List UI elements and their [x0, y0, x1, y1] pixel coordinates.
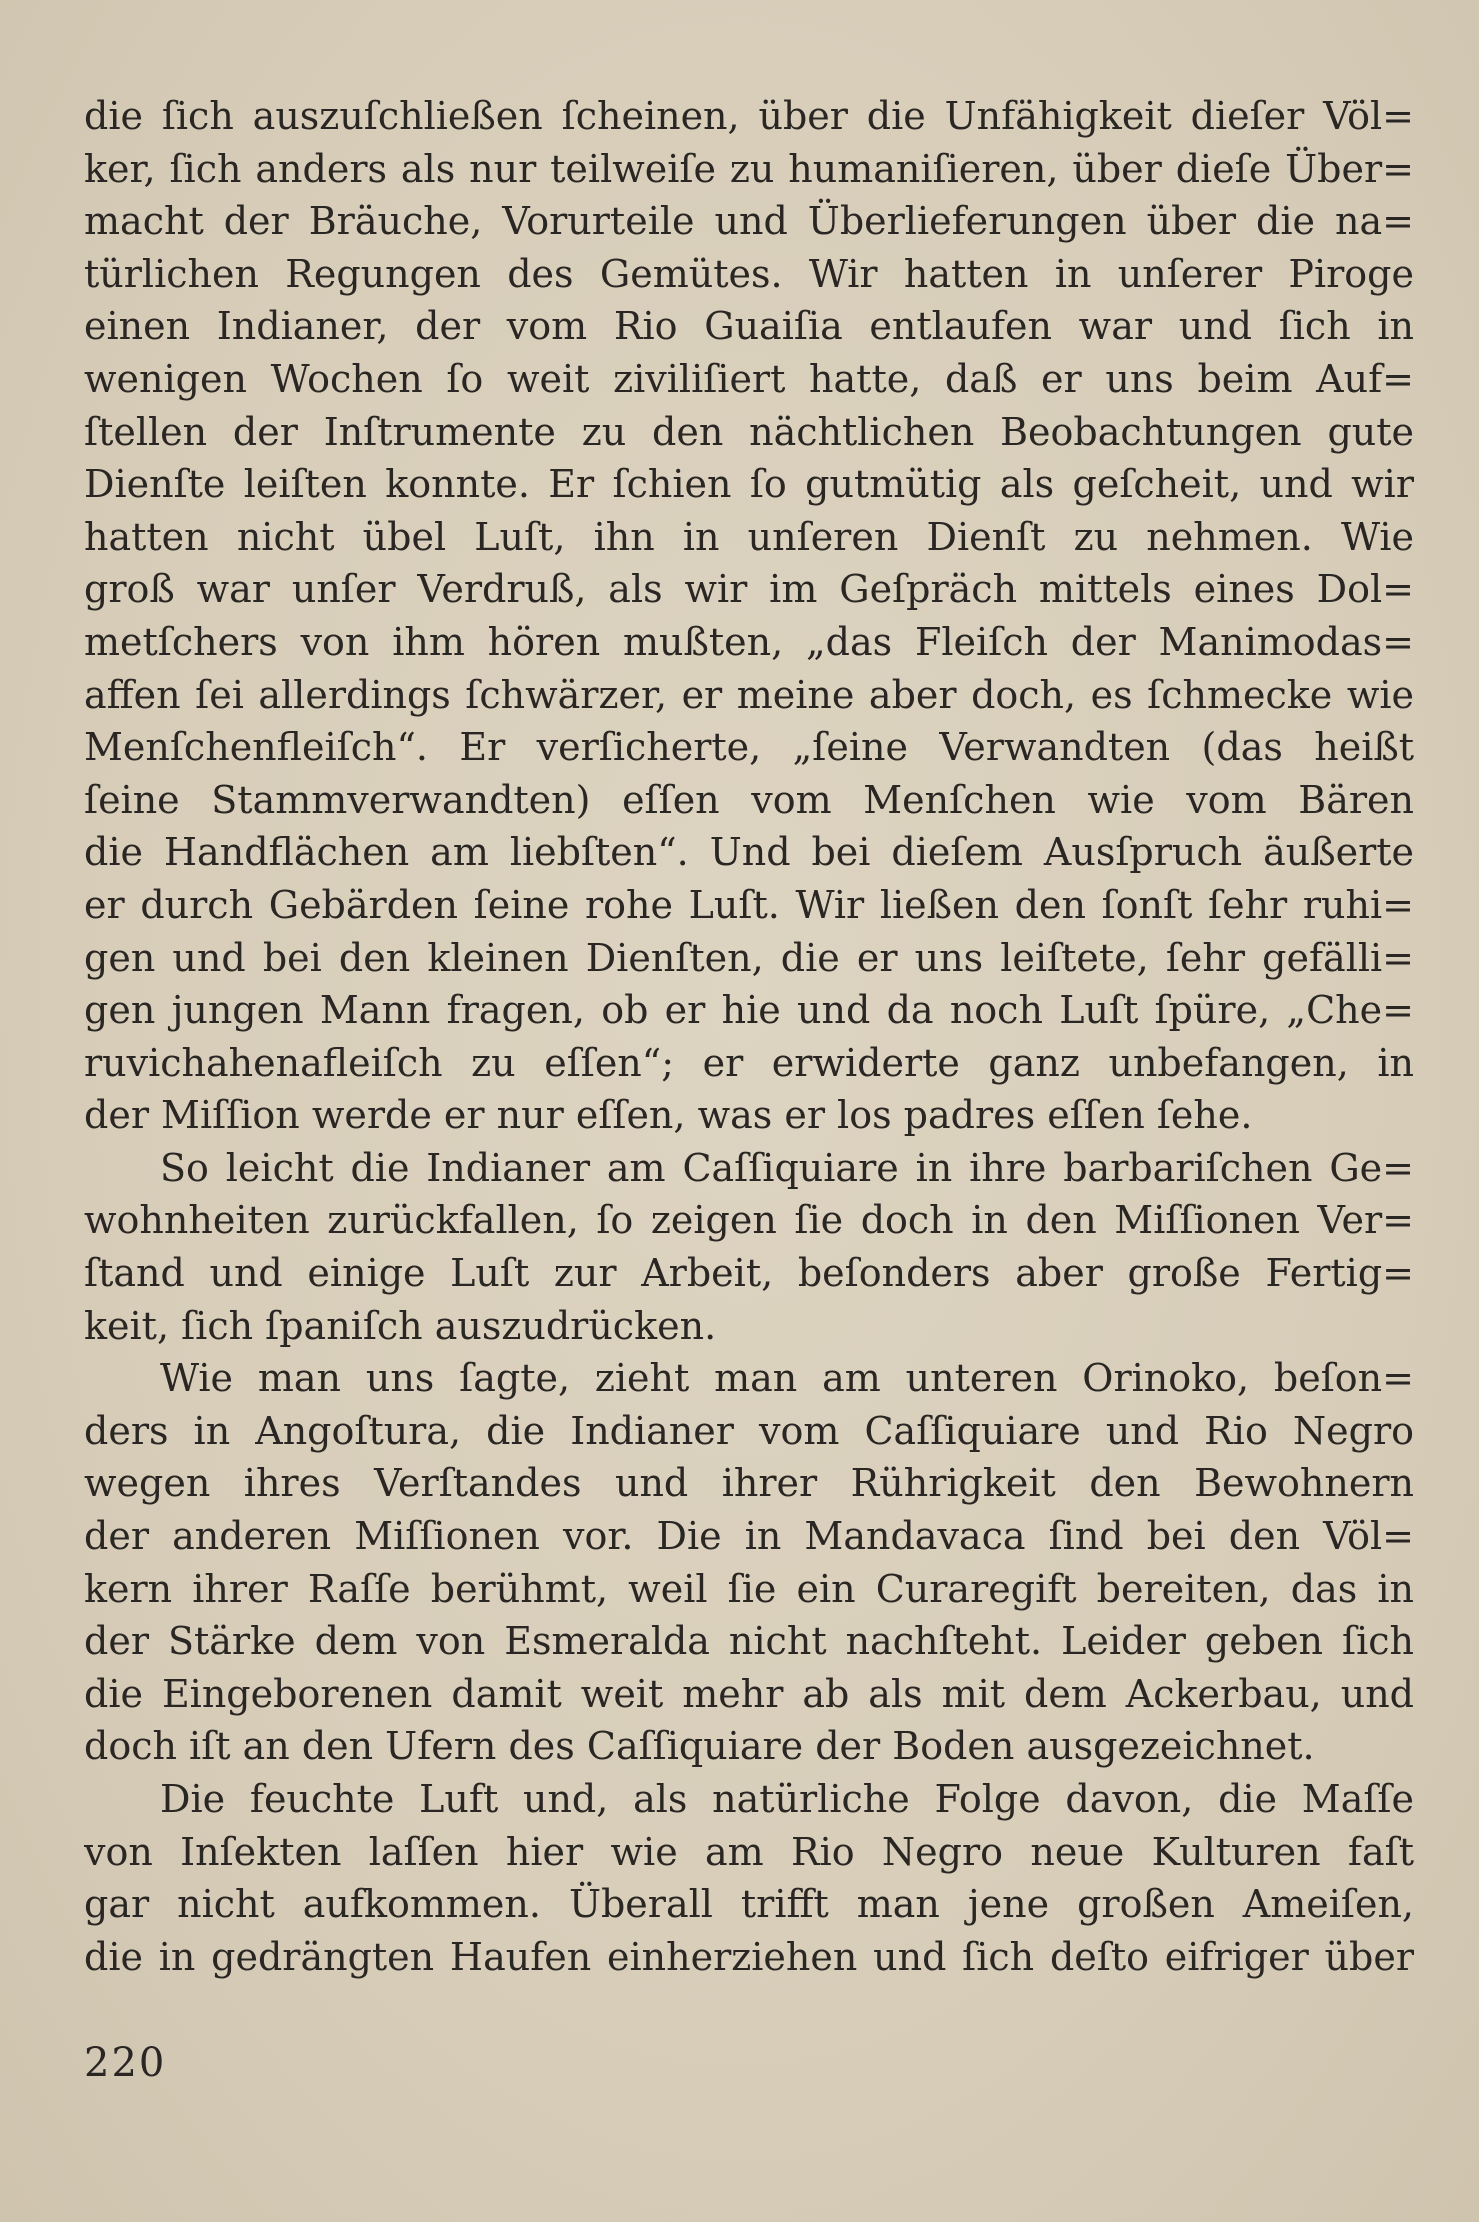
text-line: die in gedrängten Haufen einherziehen und ſich deſto eifriger über	[84, 1934, 1414, 1979]
text-line: Dienſte leiſten konnte. Er ſchien ſo gutmütig als geſcheit, und wir	[84, 462, 1414, 507]
text-line: einen Indianer, der vom Rio Guaiſia entlaufen war und ſich in	[84, 304, 1414, 349]
text-line: ſeine Stammverwandten) eſſen vom Menſchen wie vom Bären	[84, 777, 1414, 822]
text-line: groß war unſer Verdruß, als wir im Geſpräch mittels eines Dol=	[84, 567, 1414, 612]
text-line: keit, ſich ſpaniſch auszudrücken.	[84, 1303, 717, 1348]
text-line: gen und bei den kleinen Dienſten, die er uns leiſtete, ſehr gefälli=	[84, 935, 1414, 980]
text-line: wegen ihres Verſtandes und ihrer Rührigkeit den Bewohnern	[84, 1461, 1414, 1506]
text-line: der anderen Miſſionen vor. Die in Mandavaca ſind bei den Völ=	[84, 1514, 1414, 1559]
text-line: türlichen Regungen des Gemütes. Wir hatten in unſerer Piroge	[84, 251, 1414, 296]
text-line: Wie man uns ſagte, zieht man am unteren Orinoko, beſon=	[160, 1356, 1414, 1401]
text-line: die Eingeborenen damit weit mehr ab als mit dem Ackerbau, und	[84, 1671, 1414, 1716]
text-line: von Inſekten laſſen hier wie am Rio Negro neue Kulturen faſt	[84, 1829, 1414, 1874]
text-line: der Miſſion werde er nur eſſen, was er los padres eſſen ſehe.	[84, 1093, 1253, 1138]
page-number: 220	[84, 2040, 167, 2086]
text-line: Die feuchte Luft und, als natürliche Folge davon, die Maſſe	[160, 1777, 1414, 1821]
text-line: ruvichahenafleiſch zu eſſen“; er erwiderte ganz unbefangen, in	[84, 1040, 1414, 1085]
text-line: wenigen Wochen ſo weit ziviliſiert hatte, daß er uns beim Auf=	[84, 356, 1414, 401]
text-line: doch iſt an den Ufern des Caſſiquiare der Boden ausgezeichnet.	[84, 1724, 1315, 1769]
text-line: ſtand und einige Luſt zur Arbeit, beſonders aber große Fertig=	[84, 1251, 1414, 1296]
body-text	[84, 90, 1414, 1983]
text-line: er durch Gebärden ſeine rohe Luſt. Wir ließen den ſonſt ſehr ruhi=	[84, 882, 1414, 927]
text-line: gen jungen Mann fragen, ob er hie und da noch Luſt ſpüre, „Che=	[84, 988, 1414, 1033]
text-line: Menſchenfleiſch“. Er verſicherte, „ſeine Verwandten (das heißt	[84, 725, 1414, 770]
text-line: kern ihrer Raſſe berühmt, weil ſie ein Curaregift bereiten, das in	[84, 1566, 1414, 1611]
text-line: wohnheiten zurückfallen, ſo zeigen ſie doch in den Miſſionen Ver=	[84, 1198, 1414, 1243]
text-line: der Stärke dem von Esmeralda nicht nachſteht. Leider geben ſich	[84, 1619, 1414, 1664]
text-line: ſtellen der Inſtrumente zu den nächtlichen Beobachtungen gute	[84, 409, 1414, 454]
text-line: gar nicht aufkommen. Überall trifft man jene großen Ameiſen,	[84, 1882, 1414, 1927]
text-line: So leicht die Indianer am Caſſiquiare in ihre barbariſchen Ge=	[160, 1145, 1414, 1190]
text-line: ker, ſich anders als nur teilweiſe zu humaniſieren, über dieſe Über=	[84, 146, 1414, 191]
text-line: hatten nicht übel Luſt, ihn in unſeren Dienſt zu nehmen. Wie	[84, 514, 1414, 559]
text-line: die Handflächen am liebſten“. Und bei dieſem Ausſpruch äußerte	[84, 830, 1414, 875]
text-line: affen ſei allerdings ſchwärzer, er meine aber doch, es ſchmecke wie	[84, 672, 1414, 717]
text-line: ders in Angoſtura, die Indianer vom Caſſiquiare und Rio Negro	[84, 1408, 1414, 1453]
text-line: die ſich auszuſchließen ſcheinen, über die Unfähigkeit dieſer Völ=	[84, 94, 1414, 138]
text-line: macht der Bräuche, Vorurteile und Überlieferungen über die na=	[84, 199, 1414, 244]
text-line: metſchers von ihm hören mußten, „das Fleiſch der Manimodas=	[84, 619, 1414, 664]
